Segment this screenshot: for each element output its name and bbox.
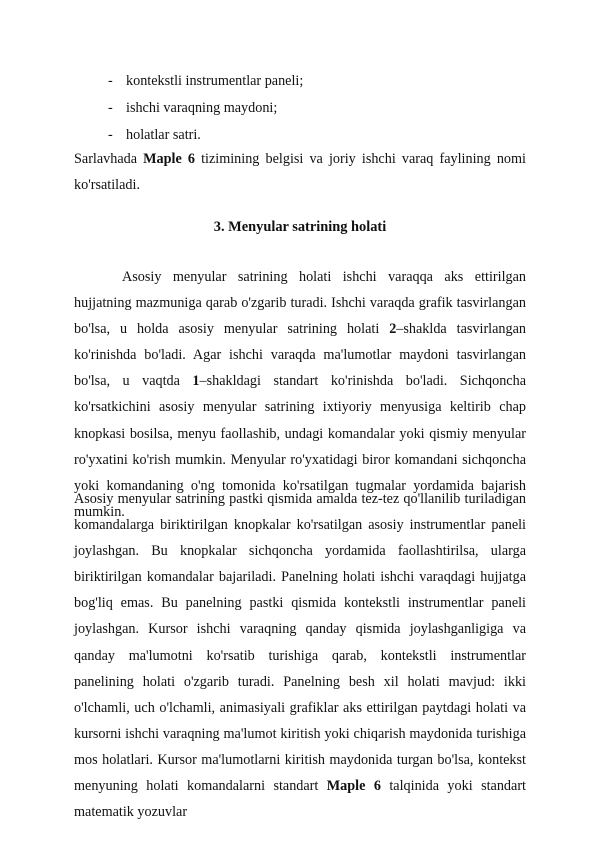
bullet-text: kontekstli instrumentlar paneli; [126,73,304,89]
intro-bold-maple: Maple 6 [143,151,195,167]
bullet-item [108,122,303,149]
bullet-text: holatlar satri. [126,127,201,143]
bullet-marker: - [108,100,113,116]
bullet-list [108,68,303,149]
bullet-marker: - [108,73,113,89]
para2-bold-maple: Maple 6 [326,778,381,795]
para1-bold-2: 2 [389,321,397,338]
bullet-text: ishchi varaqning maydoni; [126,100,278,116]
intro-text-2: tizimining belgisi va joriy ishchi varaq faylining nomi ko'rsatiladi. [74,151,526,194]
para2-text-2: talqinida yoki standart matematik yozuvlar [74,778,526,821]
section-heading: 3. Menyular satrining holati [213,219,387,235]
intro-paragraph [74,146,526,198]
bullet-item [108,68,303,95]
para1-text-2: –shaklda tasvirlangan ko'rinishda bo'ladi. Agar ishchi varaqda ma'lumotlar maydoni tasvirlangan bo'lsa, u vaqtda [74,321,526,390]
para2-text-1: Asosiy menyular satrining pastki qismida amalda tez-tez qo'llanilib turiladigan komandalarga biriktirilgan knopkalar ko'rsatilgan asosiy instrumentlar paneli joylashgan. Bu knopkalar sichqoncha yordamida faollashtirilsa, ularga biriktirilgan komandalar bajariladi. Panelning holati ishchi varaqdagi hujjatga bog'liq emas. Bu panelning pastki qismida kontekstli instrumentlar paneli joylashgan. Kursor ishchi varaqning qanday qismida joylashganligiga va qanday ma'lumotni ko'rsatib turishiga qarab, kontekstli instrumentlar panelining holati o'zgarib turadi. Panelning besh xil holati mavjud: ikki o'lchamli, uch o'lchamli, animasiyali grafiklar aks ettirilgan paytdagi holati va kursorni ishchi varaqning ma'lumot kiritish yoki chiqarish maydonida turishiga mos holatlari. Kursor ma'lumotlarni kiritish maydonida turgan bo'lsa, kontekst menyuning holati komandalarni standart [74,491,526,795]
paragraph-toolbar [74,486,526,825]
para1-text-1: Asosiy menyular satrining holati ishchi varaqqa aks ettirilgan hujjatning mazmuniga qarab o'zgarib turadi. Ishchi varaqda grafik tasvirlangan bo'lsa, u holda asosiy menyular satrining holati [74,269,526,338]
bullet-item [108,95,303,122]
para1-text-3: –shakldagi standart ko'rinishda bo'ladi. Sichqoncha ko'rsatkichini asosiy menyular satrining ixtiyoriy menyusiga keltirib chap knopkasi bosilsa, menyu faollashib, undagi komandalar yoki qismiy menyular ro'yxatini ko'rish mumkin. Menyular ro'yxatidagi biror komandani sichqoncha yoki komandaning o'ng tomonida ko'rsatilgan tugmalar yordamida bajarish mumkin. [74,373,526,520]
para1-bold-1: 1 [192,373,200,390]
intro-text-1: Sarlavhada [74,151,144,167]
bullet-marker: - [108,127,113,143]
